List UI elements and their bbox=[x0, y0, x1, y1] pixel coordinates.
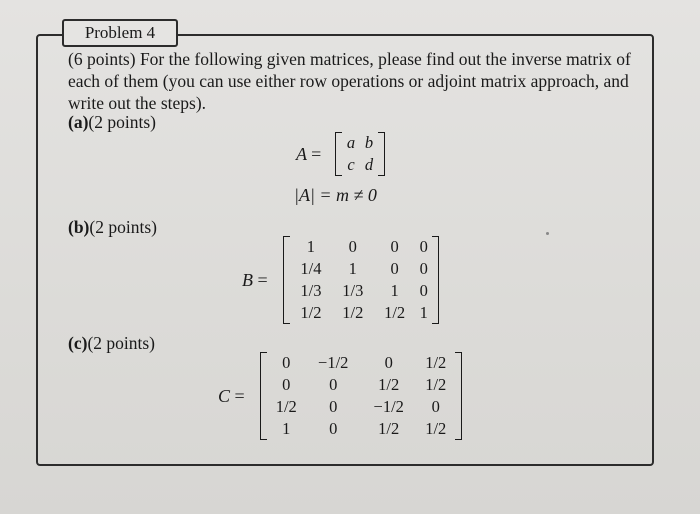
problem-intro-text: (6 points) For the following given matrices, please find out the inverse matrix of each of them (you can use either row operations or adjoint matrix approach, and write out the steps). bbox=[68, 49, 631, 113]
matrix-b-equals: = bbox=[257, 270, 268, 290]
matrix-a-equals: = bbox=[311, 144, 322, 164]
matrix-b-cell: 1 bbox=[306, 237, 316, 256]
matrix-b-cell: 1/2 bbox=[384, 303, 406, 322]
matrix-c-symbol: C bbox=[218, 386, 231, 406]
matrix-b bbox=[283, 236, 439, 324]
matrix-c-name bbox=[218, 386, 245, 407]
matrix-b-cell: 1/2 bbox=[342, 303, 364, 322]
part-b-points: (2 points) bbox=[89, 217, 157, 237]
matrix-c-cell: −1/2 bbox=[373, 397, 404, 416]
matrix-c-cell: −1/2 bbox=[318, 353, 349, 372]
matrix-c-cell: 1/2 bbox=[425, 353, 447, 372]
matrix-a-right-bracket bbox=[378, 132, 385, 176]
matrix-a-cell: b bbox=[364, 133, 374, 152]
matrix-a-cell: c bbox=[347, 155, 355, 174]
matrix-c-equals: = bbox=[234, 386, 245, 406]
matrix-b-name bbox=[242, 270, 268, 291]
determinant-equation: |A| = m ≠ 0 bbox=[294, 185, 377, 205]
matrix-b-cell: 0 bbox=[419, 259, 428, 278]
matrix-b-cell: 1/4 bbox=[300, 259, 322, 278]
matrix-b-cell: 1/3 bbox=[300, 281, 322, 300]
part-a-letter: (a) bbox=[68, 112, 89, 132]
speck bbox=[546, 232, 549, 235]
matrix-b-cell: 1/3 bbox=[342, 281, 364, 300]
matrix-c-cell: 0 bbox=[431, 397, 440, 416]
part-c-letter: (c) bbox=[68, 333, 88, 353]
matrix-b-symbol: B bbox=[242, 270, 253, 290]
matrix-c bbox=[260, 352, 462, 440]
matrix-c-cell: 0 bbox=[282, 375, 291, 394]
matrix-c-cell: 0 bbox=[329, 419, 338, 438]
matrix-b-cell: 1 bbox=[390, 281, 399, 300]
matrix-c-cell: 1/2 bbox=[378, 375, 400, 394]
matrix-c-cell: 1/2 bbox=[275, 397, 297, 416]
matrix-a-cell: d bbox=[364, 155, 374, 174]
matrix-c-cell: 1/2 bbox=[425, 375, 447, 394]
matrix-c-table bbox=[267, 352, 455, 440]
matrix-b-right-bracket bbox=[432, 236, 439, 324]
matrix-b-cell: 0 bbox=[390, 259, 399, 278]
matrix-c-cell: 0 bbox=[329, 375, 338, 394]
matrix-b-cell: 0 bbox=[348, 237, 357, 256]
part-c-points: (2 points) bbox=[87, 333, 156, 353]
matrix-b-left-bracket bbox=[283, 236, 290, 324]
matrix-a-name bbox=[296, 144, 321, 165]
matrix-c-left-bracket bbox=[260, 352, 267, 440]
matrix-a bbox=[335, 132, 385, 176]
matrix-b-cell: 0 bbox=[419, 281, 428, 300]
matrix-c-cell: 0 bbox=[329, 397, 338, 416]
matrix-c-cell: 0 bbox=[282, 353, 291, 372]
matrix-c-cell: 1/2 bbox=[425, 419, 447, 438]
matrix-a-left-bracket bbox=[335, 132, 342, 176]
matrix-b-cell: 0 bbox=[390, 237, 399, 256]
problem-title: Problem 4 bbox=[62, 19, 178, 47]
matrix-a-cell: a bbox=[346, 133, 356, 152]
part-b-label bbox=[68, 217, 157, 238]
matrix-b-cell: 1 bbox=[419, 303, 428, 322]
matrix-b-cell: 1 bbox=[348, 259, 357, 278]
matrix-b-cell: 0 bbox=[419, 237, 428, 256]
matrix-a-table bbox=[342, 132, 378, 176]
part-a-label bbox=[68, 112, 156, 133]
part-a-points: (2 points) bbox=[88, 112, 156, 132]
matrix-c-right-bracket bbox=[455, 352, 462, 440]
matrix-c-cell: 0 bbox=[384, 353, 393, 372]
part-c-label bbox=[68, 333, 155, 354]
matrix-b-table bbox=[290, 236, 432, 324]
matrix-c-cell: 1 bbox=[282, 419, 291, 438]
matrix-c-cell: 1/2 bbox=[378, 419, 400, 438]
matrix-a-symbol: A bbox=[296, 144, 307, 164]
matrix-b-cell: 1/2 bbox=[300, 303, 322, 322]
part-b-letter: (b) bbox=[68, 217, 90, 237]
